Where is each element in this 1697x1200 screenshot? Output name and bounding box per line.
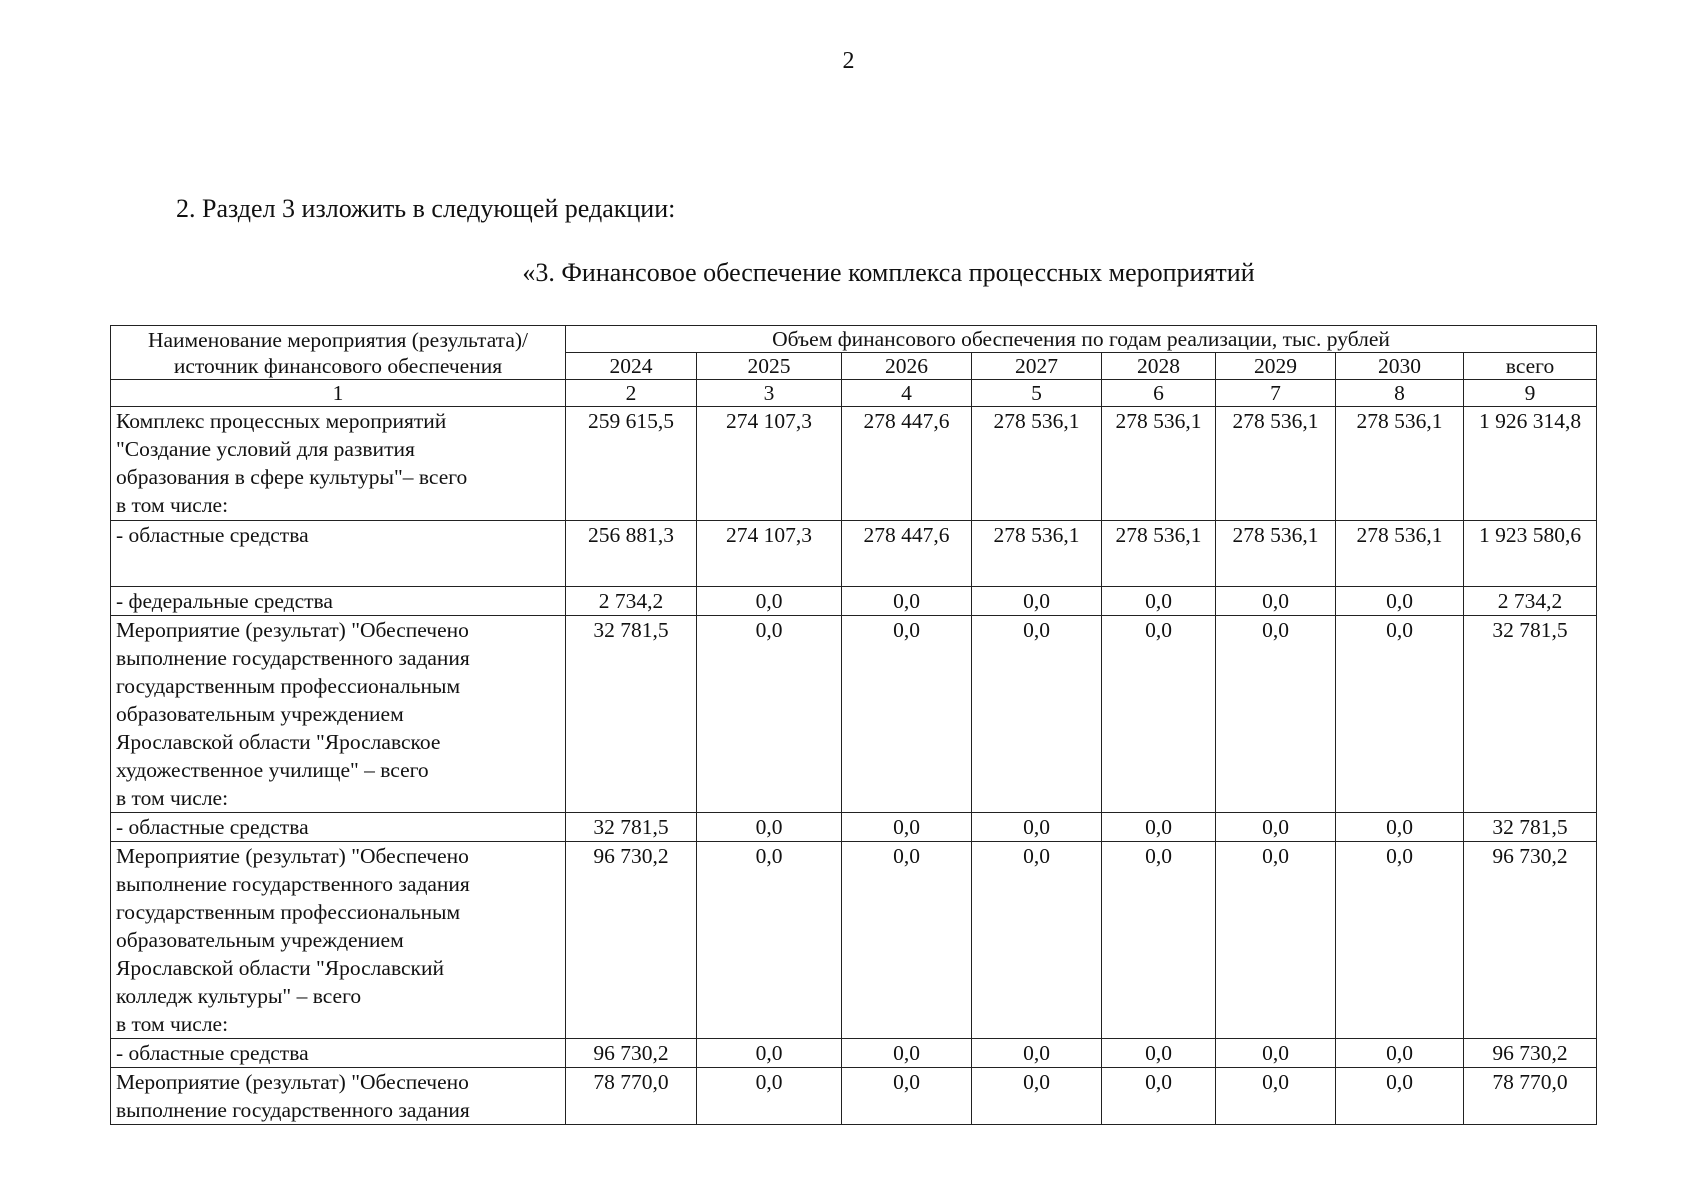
- table-row: [111, 1068, 1597, 1125]
- column-number-cell: 9: [1464, 380, 1597, 407]
- column-number-cell: 6: [1102, 380, 1216, 407]
- value-cell: 0,0: [842, 616, 972, 813]
- value-cell: 2 734,2: [566, 587, 697, 616]
- value-cell: 0,0: [697, 616, 842, 813]
- value-cell: 274 107,3: [697, 407, 842, 521]
- value-cell: 0,0: [1216, 616, 1336, 813]
- row-name-cell: Мероприятие (результат) "Обеспечено выполнение государственного задания государственным профессиональным образовательным учреждением Ярославской области "Ярославское художественное училище" – всего в том числе:: [111, 616, 566, 813]
- value-cell: 0,0: [1216, 813, 1336, 842]
- year-header-cell: 2027: [972, 353, 1102, 380]
- column-number-cell: 3: [697, 380, 842, 407]
- value-cell: 0,0: [1102, 587, 1216, 616]
- value-cell: 0,0: [972, 587, 1102, 616]
- table-row: [111, 813, 1597, 842]
- value-cell: 0,0: [697, 842, 842, 1039]
- value-cell: 0,0: [1102, 1068, 1216, 1125]
- value-cell: 0,0: [1216, 587, 1336, 616]
- value-cell: 0,0: [1336, 1039, 1464, 1068]
- value-cell: 32 781,5: [566, 616, 697, 813]
- value-cell: 0,0: [1102, 616, 1216, 813]
- table-row: [111, 842, 1597, 1039]
- value-cell: 278 536,1: [1336, 407, 1464, 521]
- value-cell: 0,0: [972, 616, 1102, 813]
- value-cell: 0,0: [842, 813, 972, 842]
- value-cell: 0,0: [1336, 587, 1464, 616]
- value-cell: 278 536,1: [972, 407, 1102, 521]
- total-value-cell: 96 730,2: [1464, 1039, 1597, 1068]
- value-cell: 0,0: [1102, 842, 1216, 1039]
- table-row: [111, 407, 1597, 521]
- value-cell: 78 770,0: [566, 1068, 697, 1125]
- value-cell: 96 730,2: [566, 1039, 697, 1068]
- value-cell: 278 447,6: [842, 521, 972, 587]
- value-cell: 0,0: [1336, 842, 1464, 1039]
- value-cell: 0,0: [697, 813, 842, 842]
- header-row: [111, 326, 1597, 353]
- value-cell: 0,0: [842, 1039, 972, 1068]
- header-name-cell: Наименование мероприятия (результата)/ источник финансового обеспечения: [111, 326, 566, 380]
- value-cell: 96 730,2: [566, 842, 697, 1039]
- header-volume-cell: Объем финансового обеспечения по годам реализации, тыс. рублей: [566, 326, 1597, 353]
- table-row: [111, 521, 1597, 587]
- row-name-cell: - областные средства: [111, 1039, 566, 1068]
- row-name-cell: - областные средства: [111, 813, 566, 842]
- row-name-cell: - федеральные средства: [111, 587, 566, 616]
- value-cell: 0,0: [697, 587, 842, 616]
- value-cell: 278 536,1: [1102, 407, 1216, 521]
- row-name-cell: - областные средства: [111, 521, 566, 587]
- value-cell: 0,0: [842, 842, 972, 1039]
- year-header-cell: 2029: [1216, 353, 1336, 380]
- column-number-cell: 7: [1216, 380, 1336, 407]
- value-cell: 0,0: [1336, 813, 1464, 842]
- total-value-cell: 32 781,5: [1464, 813, 1597, 842]
- value-cell: 278 536,1: [1216, 521, 1336, 587]
- value-cell: 278 536,1: [972, 521, 1102, 587]
- column-number-cell: 8: [1336, 380, 1464, 407]
- instruction-text: 2. Раздел 3 изложить в следующей редакции:: [176, 194, 676, 223]
- column-number-row: [111, 380, 1597, 407]
- year-header-cell: 2024: [566, 353, 697, 380]
- total-value-cell: 2 734,2: [1464, 587, 1597, 616]
- value-cell: 0,0: [972, 842, 1102, 1039]
- value-cell: 0,0: [842, 587, 972, 616]
- value-cell: 278 536,1: [1216, 407, 1336, 521]
- financing-table: [110, 325, 1597, 1125]
- total-value-cell: 78 770,0: [1464, 1068, 1597, 1125]
- row-name-cell: Мероприятие (результат) "Обеспечено выполнение государственного задания государственным профессиональным образовательным учреждением Ярославской области "Ярославский колледж культуры" – всего в том числе:: [111, 842, 566, 1039]
- value-cell: 0,0: [1102, 813, 1216, 842]
- row-name-cell: Комплекс процессных мероприятий "Создание условий для развития образования в сфере культуры"– всего в том числе:: [111, 407, 566, 521]
- value-cell: 0,0: [1216, 842, 1336, 1039]
- total-header-cell: всего: [1464, 353, 1597, 380]
- value-cell: 274 107,3: [697, 521, 842, 587]
- value-cell: 0,0: [1336, 616, 1464, 813]
- total-value-cell: 32 781,5: [1464, 616, 1597, 813]
- table-row: [111, 616, 1597, 813]
- year-header-cell: 2028: [1102, 353, 1216, 380]
- row-name-cell: Мероприятие (результат) "Обеспечено выполнение государственного задания: [111, 1068, 566, 1125]
- value-cell: 278 536,1: [1102, 521, 1216, 587]
- total-value-cell: 1 923 580,6: [1464, 521, 1597, 587]
- year-header-cell: 2025: [697, 353, 842, 380]
- column-number-cell: 5: [972, 380, 1102, 407]
- value-cell: 0,0: [1336, 1068, 1464, 1125]
- table-row: [111, 587, 1597, 616]
- value-cell: 0,0: [1102, 1039, 1216, 1068]
- value-cell: 32 781,5: [566, 813, 697, 842]
- value-cell: 0,0: [1216, 1039, 1336, 1068]
- value-cell: 0,0: [697, 1039, 842, 1068]
- value-cell: 0,0: [972, 1039, 1102, 1068]
- section-title: «3. Финансовое обеспечение комплекса процессных мероприятий: [522, 258, 1255, 287]
- year-header-cell: 2030: [1336, 353, 1464, 380]
- value-cell: 0,0: [842, 1068, 972, 1125]
- value-cell: 256 881,3: [566, 521, 697, 587]
- value-cell: 278 536,1: [1336, 521, 1464, 587]
- value-cell: 0,0: [1216, 1068, 1336, 1125]
- value-cell: 278 447,6: [842, 407, 972, 521]
- value-cell: 0,0: [972, 1068, 1102, 1125]
- column-number-cell: 2: [566, 380, 697, 407]
- column-number-cell: 4: [842, 380, 972, 407]
- column-number-cell: 1: [111, 380, 566, 407]
- total-value-cell: 96 730,2: [1464, 842, 1597, 1039]
- value-cell: 259 615,5: [566, 407, 697, 521]
- value-cell: 0,0: [972, 813, 1102, 842]
- year-header-cell: 2026: [842, 353, 972, 380]
- total-value-cell: 1 926 314,8: [1464, 407, 1597, 521]
- value-cell: 0,0: [697, 1068, 842, 1125]
- page-number: 2: [842, 48, 855, 74]
- table-row: [111, 1039, 1597, 1068]
